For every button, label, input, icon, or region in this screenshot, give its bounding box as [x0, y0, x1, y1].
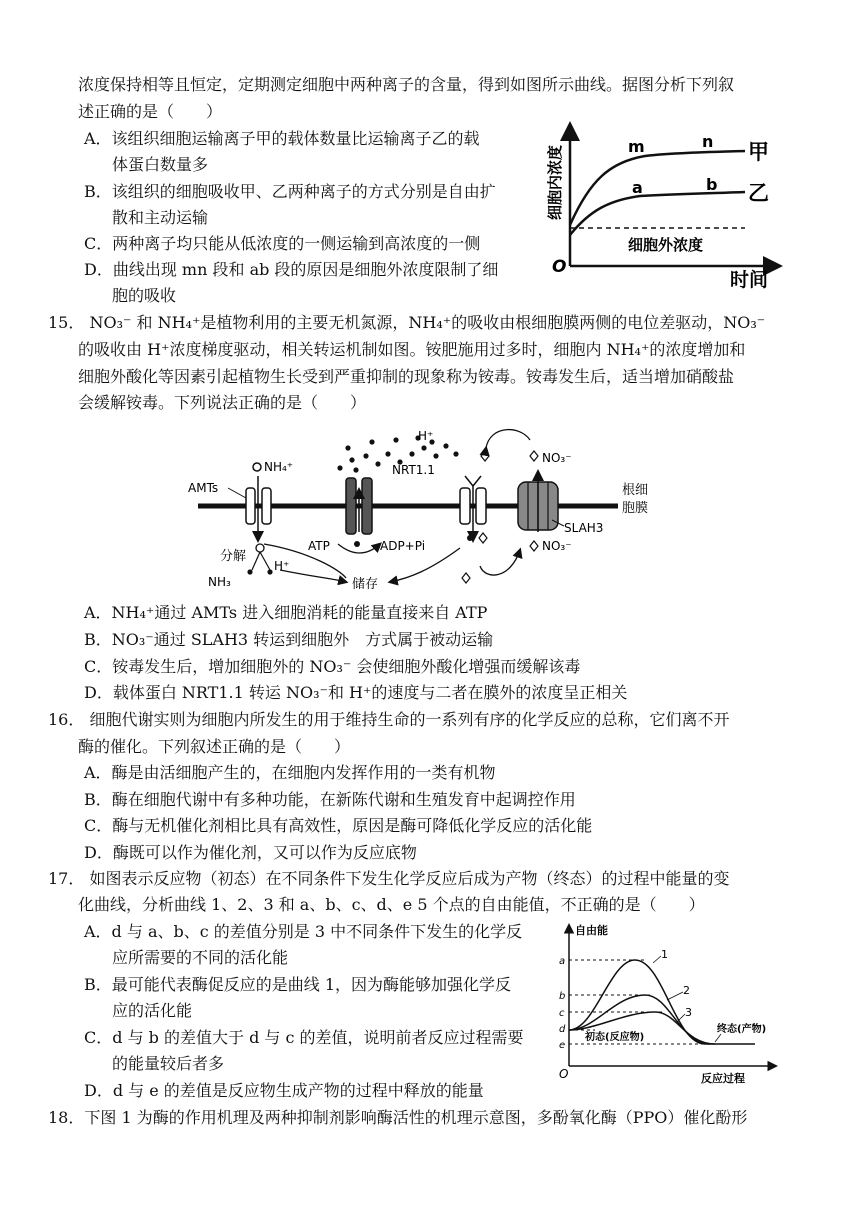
q17-origin: O	[559, 1067, 569, 1081]
q17-stem-line1: 17． 如图表示反应物（初态）在不同条件下发生化学反应后成为产物（终态）的过程中能量的变	[48, 869, 730, 888]
q16-option-c: C．酶与无机催化剂相比具有高效性，原因是酶可降低化学反应的活化能	[84, 816, 593, 835]
level-c: c	[559, 1008, 565, 1019]
level-a: a	[559, 956, 566, 967]
q14-option-a: A．该组织细胞运输离子甲的载体数量比运输离子乙的载	[84, 129, 480, 148]
atp-label: ATP	[308, 539, 330, 553]
q17-option-c: C．d 与 b 的差值大于 d 与 c 的差值，说明前者反应过程需要	[84, 1028, 524, 1047]
q17-xlabel: 反应过程	[701, 1072, 745, 1085]
q14-point-m: m	[628, 137, 645, 156]
q14-xlabel: 时间	[730, 269, 769, 290]
no3-top-label: NO₃⁻	[542, 451, 572, 465]
q14-origin: O	[552, 257, 567, 277]
q15-stem-line1: 15． NO₃⁻ 和 NH₄⁺是植物利用的主要无机氮源，NH₄⁺的吸收由根细胞膜两侧的电位差驱动，NO₃⁻	[48, 313, 766, 332]
q15-stem-line4: 会缓解铵毒。下列说法正确的是（ ）	[78, 393, 367, 412]
q16-stem-line1: 16． 细胞代谢实则为细胞内所发生的用于维持生命的一系列有序的化学反应的总称，它们离不开	[48, 710, 730, 729]
curve-2-label: 2	[683, 984, 690, 997]
q17-option-a-cont: 应所需要的不同的活化能	[112, 948, 289, 967]
q14-point-b: b	[706, 175, 718, 194]
q17-ylabel: 自由能	[575, 924, 608, 937]
q14-option-d: D．曲线出现 mn 段和 ab 段的原因是细胞外浓度限制了细	[84, 260, 499, 279]
initial-state-label: 初态(反应物)	[585, 1032, 645, 1043]
q14-stem-line1: 浓度保持相等且恒定，定期测定细胞中两种离子的含量，得到如图所示曲线。据图分析下列叙	[78, 75, 735, 94]
nh4-label: NH₄⁺	[264, 460, 294, 474]
nh3-label: NH₃	[208, 575, 231, 589]
no3-bottom-label: NO₃⁻	[542, 539, 572, 553]
hplus-top-label: H⁺	[418, 429, 434, 443]
q14-series-yi: 乙	[748, 181, 769, 205]
q14-ylabel: 细胞内浓度	[546, 144, 564, 220]
q14-option-d-cont: 胞的吸收	[112, 286, 177, 305]
q17-free-energy-figure	[555, 918, 785, 1088]
q16-option-a: A．酶是由活细胞产生的，在细胞内发挥作用的一类有机物	[84, 763, 496, 782]
fenjie-label: 分解	[220, 549, 247, 564]
q15-stem-line3: 细胞外酸化等因素引起植物生长受到严重抑制的现象称为铵毒。铵毒发生后，适当增加硝酸盐	[78, 367, 735, 386]
q14-option-c: C．两种离子均只能从低浓度的一侧运输到高浓度的一侧	[84, 234, 481, 253]
level-b: b	[559, 991, 566, 1002]
q14-point-a: a	[632, 178, 643, 197]
final-state-label: 终态(产物)	[717, 1024, 767, 1035]
q14-ion-concentration-figure	[540, 120, 785, 290]
q16-option-b: B．酶在细胞代谢中有多种功能，在新陈代谢和生殖发育中起调控作用	[84, 790, 576, 809]
q14-option-a-cont: 体蛋白数量多	[112, 155, 209, 174]
chucun-label: 储存	[352, 577, 379, 592]
q16-stem-line2: 酶的催化。下列叙述正确的是（ ）	[78, 737, 351, 756]
q14-option-b-cont: 散和主动运输	[112, 208, 209, 227]
q14-stem-line2: 述正确的是（ ）	[78, 102, 223, 121]
q17-option-b: B．最可能代表酶促反应的是曲线 1，因为酶能够加强化学反	[84, 975, 512, 994]
q17-option-d: D．d 与 e 的差值是反应物生成产物的过程中释放的能量	[84, 1081, 484, 1100]
q14-option-b: B．该组织的细胞吸收甲、乙两种离子的方式分别是自由扩	[84, 182, 496, 201]
membrane-label-1: 根细	[622, 483, 649, 498]
q14-series-jia: 甲	[748, 140, 769, 164]
level-e: e	[559, 1040, 566, 1051]
q15-option-c: C．铵毒发生后，增加细胞外的 NO₃⁻ 会使细胞外酸化增强而缓解该毒	[84, 657, 581, 676]
curve-3-label: 3	[685, 1006, 692, 1019]
curve-1-label: 1	[661, 948, 668, 961]
amts-label: AMTs	[188, 481, 219, 495]
hplus-bottom-label: H⁺	[274, 559, 290, 573]
q14-baseline-label: 细胞外浓度	[628, 236, 704, 254]
q15-option-a: A．NH₄⁺通过 AMTs 进入细胞消耗的能量直接来自 ATP	[84, 603, 488, 622]
q15-stem-line2: 的吸收由 H⁺浓度梯度驱动，相关转运机制如图。铵肥施用过多时，细胞内 NH₄⁺的浓度增加和	[78, 340, 746, 359]
slah3-label: SLAH3	[564, 521, 604, 535]
adp-label: ADP+Pi	[380, 539, 426, 553]
q17-stem-line2: 化曲线，分析曲线 1、2、3 和 a、b、c、d、e 5 个点的自由能值，不正确的是（ ）	[78, 895, 705, 914]
curve-jia	[570, 151, 745, 225]
q14-point-n: n	[702, 132, 714, 151]
level-d: d	[559, 1024, 566, 1035]
q17-option-a: A．d 与 a、b、c 的差值分别是 3 中不同条件下发生的化学反	[84, 922, 523, 941]
q17-option-b-cont: 应的活化能	[112, 1001, 193, 1020]
nh4-ion-icon	[253, 463, 261, 471]
nrt-label: NRT1.1	[392, 463, 435, 477]
q15-transport-figure	[180, 420, 680, 592]
q17-option-c-cont: 的能量较后者多	[112, 1054, 225, 1073]
q15-option-b: B．NO₃⁻通过 SLAH3 转运到细胞外 方式属于被动运输	[84, 630, 494, 649]
q15-option-d: D．载体蛋白 NRT1.1 转运 NO₃⁻和 H⁺的速度与二者在膜外的浓度呈正相关	[84, 683, 628, 702]
q18-stem-line1: 18．下图 1 为酶的作用机理及两种抑制剂影响酶活性的机理示意图，多酚氧化酶（PPO）催化酚形	[48, 1108, 748, 1127]
q16-option-d: D．酶既可以作为催化剂，又可以作为反应底物	[84, 843, 417, 862]
membrane-label-2: 胞膜	[622, 501, 649, 516]
